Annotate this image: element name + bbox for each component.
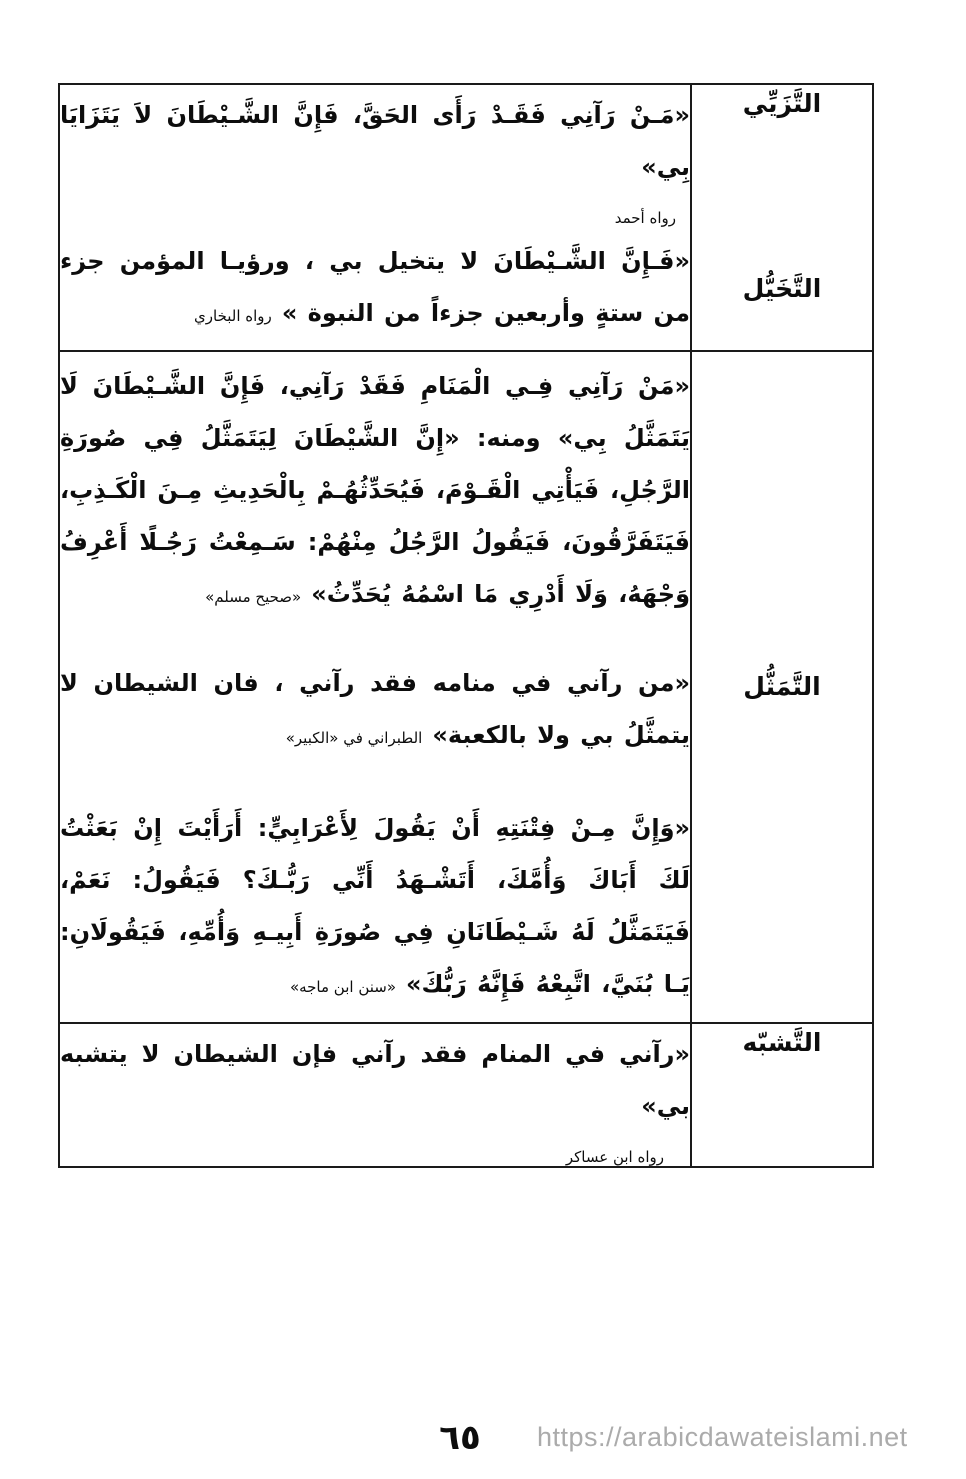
hadith-cell [59, 1023, 691, 1167]
category-label-cell [691, 1023, 873, 1167]
hadith-source: الطبراني في «الكبير» [285, 729, 423, 747]
table-row-takhayyul [59, 227, 873, 351]
category-label-cell [691, 351, 873, 1023]
hadith-text-body: «مَنْ رَآنِي فِـي الْمَنَامِ فَقَدْ رَآنِي، فَإِنَّ الشَّـيْطَانَ لَا يَتَمَثَّلُ بِي» ومنه: «إِنَّ الشَّيْطَانَ لِيَتَمَثَّلُ فِي صُورَةِ الرَّجُلِ، فَيَأْتِي الْقَـوْمَ، فَيُحَدِّثُهُـمْ بِالْحَدِيثِ مِـنَ الْكَـذِبِ، فَيَتَفَرَّقُونَ، فَيَقُولُ الرَّجُلُ مِنْهُمْ: سَـمِعْتُ رَجُـلًا أَعْرِفُ وَجْهَهُ، وَلَا أَدْرِي مَا اسْمُهُ يُحَدِّثُ» [60, 372, 690, 608]
table-row-tamaththul [59, 351, 873, 1023]
category-label: التَّشبّه [742, 1028, 822, 1057]
hadith-text: «مَـنْ رَآنِي فَقَـدْ رَأَى الحَقَّ، فَإِنَّ الشَّـيْطَانَ لاَ يَتَزَايَا بِي» [60, 101, 690, 181]
hadith-cell [59, 351, 691, 1023]
hadith-text: «رآني في المنام فقد رآني فإن الشيطان لا يتشبه بي» [60, 1040, 690, 1120]
hadith-source: رواه أحمد [614, 209, 676, 227]
table-row-tashabbuh [59, 1023, 873, 1167]
hadith-source: «صحيح مسلم» [205, 588, 302, 606]
category-label-cell [691, 84, 873, 227]
hadith-text-body: «من رآني في منامه فقد رآني ، فان الشيطان لا يتمثَّلُ بي ولا بالكعبة» [60, 669, 690, 749]
hadith-source: رواه البخاري [194, 307, 272, 325]
category-label-cell [691, 227, 873, 351]
hadith-text-body: «وَإِنَّ مِـنْ فِتْنَتِهِ أَنْ يَقُولَ لِأَعْرَابِيٍّ: أَرَأَيْتَ إِنْ بَعَثْتُ لَكَ أَبَاكَ وَأُمَّكَ، أَتَشْـهَدُ أَنِّي رَبُّـكَ؟ فَيَقُولُ: نَعَمْ، فَيَتَمَثَّلُ لَهُ شَـيْطَانَانِ فِي صُورَةِ أَبِيـهِ وَأُمِّهِ، فَيَقُولَانِ: يَـا بُنَيَّ، اتَّبِعْهُ فَإِنَّهُ رَبُّكَ» [60, 814, 690, 998]
hadith-text [60, 360, 690, 623]
watermark-url: https://arabicdawateislami.net [537, 1422, 908, 1452]
hadith-cell [59, 84, 691, 227]
hadith-table [58, 83, 874, 1168]
hadith-text [60, 657, 690, 764]
page-number: ٦٥ [439, 1418, 481, 1458]
category-label: التَّخَيُّل [742, 273, 822, 303]
category-label: التَّمَثُّل [743, 672, 821, 702]
hadith-source: «سنن ابن ماجه» [289, 978, 397, 996]
hadith-text-body: «فَـإِنَّ الشَّـيْطَانَ لا يتخيل بي ، ورؤيـا المؤمن جزء من ستةٍ وأربعين جزءاً من النبوة » [60, 247, 690, 327]
hadith-cell [59, 227, 691, 351]
table-row-tazayyi [59, 84, 873, 227]
category-label: التَّزَيِّي [742, 89, 822, 118]
hadith-source: رواه ابن عساكر [565, 1148, 664, 1166]
hadith-text [60, 802, 690, 1013]
hadith-text [60, 235, 690, 342]
